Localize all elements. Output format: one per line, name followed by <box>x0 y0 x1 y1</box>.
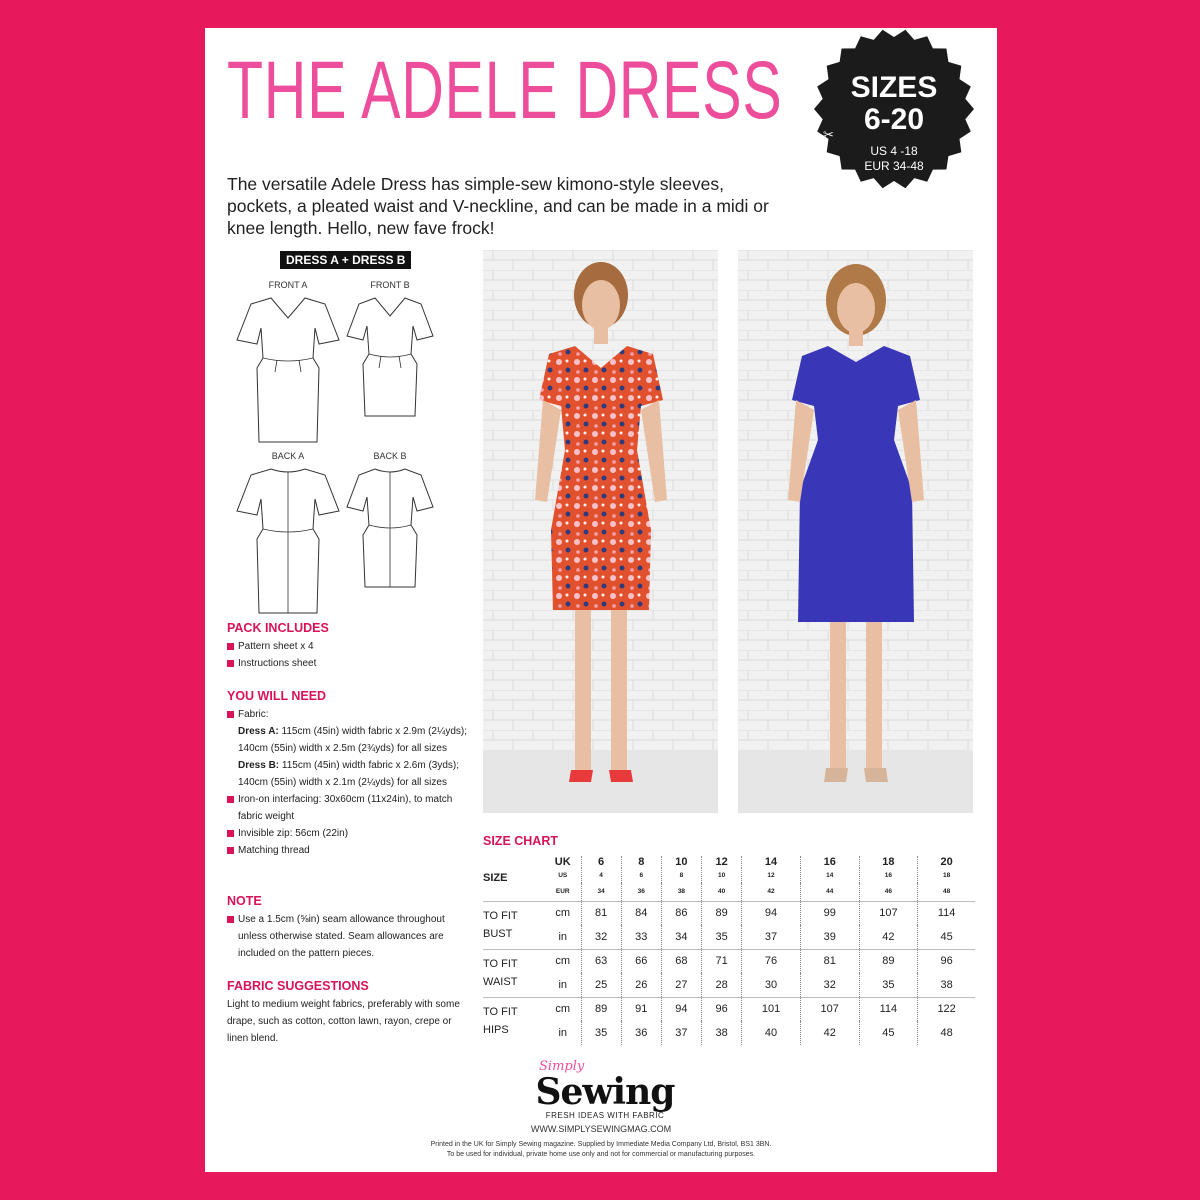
us-size: 12 <box>742 868 801 883</box>
unit-cm: cm <box>545 901 581 925</box>
fabric-suggestions-heading: FABRIC SUGGESTIONS <box>227 979 369 993</box>
pattern-envelope <box>205 28 997 1172</box>
dress-front-b-drawing <box>345 292 435 427</box>
pack-includes-list <box>227 638 467 672</box>
measure-cm: 96 <box>918 949 975 973</box>
badge-eur-sizes: EUR 34-48 <box>864 159 924 173</box>
dress-a-requirements: 115cm (45in) width fabric x 2.9m (2¼yds); 140cm (55in) width x 2.5m (2¾yds) for all sizes <box>238 726 467 754</box>
fine-print-line: To be used for individual, private home use only and not for commercial or manufacturing purposes. <box>446 1151 756 1158</box>
measure-cm: 89 <box>581 997 621 1021</box>
you-will-need-list <box>227 706 467 859</box>
table-row <box>483 901 975 925</box>
us-size: 14 <box>800 868 859 883</box>
measure-label-line: WAIST <box>483 976 518 988</box>
measure-in: 38 <box>918 973 975 997</box>
measure-cm: 96 <box>702 997 742 1021</box>
measure-in: 40 <box>742 1021 801 1045</box>
fine-print <box>205 1140 997 1160</box>
simply-sewing-logo <box>525 1060 685 1120</box>
measure-in: 33 <box>621 925 661 949</box>
page-title: THE ADELE DRESS <box>227 45 783 136</box>
measure-in: 34 <box>661 925 701 949</box>
model-photo-dress-b <box>738 250 973 813</box>
measure-label-line: TO FIT <box>483 1006 518 1019</box>
size-chart-heading: SIZE CHART <box>483 834 558 848</box>
measure-cm: 71 <box>702 949 742 973</box>
table-row <box>483 883 975 901</box>
dress-b-label: Dress B: <box>238 760 280 771</box>
uk-size: 16 <box>800 856 859 868</box>
eur-size: 38 <box>661 883 701 901</box>
flat-caption: FRONT B <box>370 280 410 290</box>
fine-print-line: Printed in the UK for Simply Sewing magazine. Supplied by Immediate Media Company Ltd, Bristol, BS1 3BN. <box>430 1141 772 1148</box>
measure-cm: 89 <box>702 901 742 925</box>
fabric-suggestions-text: Light to medium weight fabrics, preferably with some drape, such as cotton, cotton lawn, rayon, crepe or linen blend. <box>227 999 460 1044</box>
measure-cm: 122 <box>918 997 975 1021</box>
list-subitem-dress-b <box>227 757 467 791</box>
unit-in: in <box>558 978 568 991</box>
badge-size-range: 6-20 <box>863 103 925 136</box>
flat-front-b <box>345 280 435 425</box>
flat-back-a <box>233 451 343 621</box>
list-subitem-dress-a <box>227 723 467 757</box>
measure-label <box>483 901 545 949</box>
measure-in: 45 <box>859 1021 918 1045</box>
measure-label-line: BUST <box>483 928 513 940</box>
measure-in: 42 <box>800 1021 859 1045</box>
list-item: Matching thread <box>227 842 467 859</box>
uk-label: UK <box>554 856 571 868</box>
flat-back-b <box>345 451 435 596</box>
measure-label-line: HIPS <box>483 1024 509 1037</box>
eur-size: 36 <box>621 883 661 901</box>
measure-cm: 63 <box>581 949 621 973</box>
us-size: 4 <box>581 868 621 883</box>
you-will-need-heading: YOU WILL NEED <box>227 689 327 703</box>
sizes-badge <box>809 24 979 194</box>
dress-back-a-drawing <box>233 463 343 623</box>
badge-us-sizes: US 4 -18 <box>870 144 918 158</box>
measure-label <box>483 997 545 1045</box>
unit-cm: cm <box>545 949 581 973</box>
eur-size: 48 <box>918 883 975 901</box>
note-heading: NOTE <box>227 894 262 908</box>
measure-cm: 94 <box>661 997 701 1021</box>
diagram-label: DRESS A + DRESS B <box>280 251 411 269</box>
measure-in: 27 <box>661 973 701 997</box>
measure-in: 28 <box>702 973 742 997</box>
uk-size: 20 <box>918 856 975 868</box>
dress-a-illustration <box>483 250 718 813</box>
eur-size: 46 <box>859 883 918 901</box>
table-row <box>483 1021 975 1045</box>
table-row <box>483 973 975 997</box>
size-label: SIZE <box>483 872 508 885</box>
list-item: Pattern sheet x 4 <box>227 638 467 655</box>
measure-cm: 101 <box>742 997 801 1021</box>
measure-cm: 81 <box>800 949 859 973</box>
measure-label <box>483 949 545 997</box>
measure-in: 35 <box>581 1021 621 1045</box>
eur-size: 42 <box>742 883 801 901</box>
dress-b-requirements: 115cm (45in) width fabric x 2.6m (3yds); 140cm (55in) width x 2.1m (2¼yds) for all sizes <box>238 760 460 788</box>
measure-cm: 107 <box>859 901 918 925</box>
table-row <box>483 868 975 883</box>
measure-in: 37 <box>661 1021 701 1045</box>
badge-sizes-label: SIZES <box>850 71 938 104</box>
measure-in: 35 <box>702 925 742 949</box>
measure-in: 32 <box>581 925 621 949</box>
eur-size: 40 <box>702 883 742 901</box>
measure-cm: 114 <box>859 997 918 1021</box>
note-list <box>227 911 467 962</box>
table-row <box>483 997 975 1021</box>
measure-cm: 91 <box>621 997 661 1021</box>
measure-in: 32 <box>800 973 859 997</box>
model-photo-dress-a <box>483 250 718 813</box>
measure-in: 42 <box>859 925 918 949</box>
eur-size: 34 <box>581 883 621 901</box>
intro-text: The versatile Adele Dress has simple-sew kimono-style sleeves, pockets, a pleated waist and V-neckline, and can be made in a midi or knee length. Hello, new fave frock! <box>227 174 769 238</box>
uk-size: 18 <box>859 856 918 868</box>
flat-caption: BACK B <box>373 451 407 461</box>
logo-sewing: Sewing <box>535 1071 675 1113</box>
dress-back-b-drawing <box>345 463 435 598</box>
dress-front-a-drawing <box>233 292 343 452</box>
list-item: Fabric: <box>227 706 467 723</box>
measure-in: 30 <box>742 973 801 997</box>
list-item: Iron-on interfacing: 30x60cm (11x24in), to match fabric weight <box>227 791 467 825</box>
table-row <box>483 949 975 973</box>
unit-in: in <box>558 1027 568 1039</box>
measure-cm: 114 <box>918 901 975 925</box>
table-row <box>483 856 975 868</box>
table-row <box>483 925 975 949</box>
measure-cm: 89 <box>859 949 918 973</box>
logo-simply: Simply <box>539 1059 585 1074</box>
measure-cm: 76 <box>742 949 801 973</box>
us-size: 10 <box>702 868 742 883</box>
measure-cm: 94 <box>742 901 801 925</box>
measure-cm: 84 <box>621 901 661 925</box>
measure-cm: 99 <box>800 901 859 925</box>
flat-caption: BACK A <box>271 451 305 461</box>
uk-size: 14 <box>742 856 801 868</box>
measure-in: 38 <box>702 1021 742 1045</box>
unit-cm: cm <box>545 997 581 1021</box>
measure-in: 36 <box>621 1021 661 1045</box>
uk-size: 12 <box>702 856 742 868</box>
pack-includes-heading: PACK INCLUDES <box>227 621 329 635</box>
list-item: Instructions sheet <box>227 655 467 672</box>
logo-tagline: FRESH IDEAS WITH FABRIC <box>545 1111 665 1120</box>
website-url[interactable]: WWW.SIMPLYSEWINGMAG.COM <box>530 1124 672 1134</box>
uk-size: 8 <box>621 856 661 868</box>
us-size: 6 <box>621 868 661 883</box>
scissors-icon: ✂ <box>823 127 834 142</box>
us-size: 18 <box>918 868 975 883</box>
us-label: US <box>558 872 568 879</box>
measure-in: 39 <box>800 925 859 949</box>
measure-in: 37 <box>742 925 801 949</box>
uk-size: 6 <box>581 856 621 868</box>
dress-a-label: Dress A: <box>238 726 279 737</box>
measure-label-line: TO FIT <box>483 910 518 922</box>
measure-cm: 68 <box>661 949 701 973</box>
flat-front-a <box>233 280 343 450</box>
flat-caption: FRONT A <box>268 280 308 290</box>
measure-cm: 86 <box>661 901 701 925</box>
measure-in: 25 <box>581 973 621 997</box>
measure-in: 26 <box>621 973 661 997</box>
size-chart-table <box>483 856 975 1045</box>
uk-size: 10 <box>661 856 701 868</box>
measure-cm: 66 <box>621 949 661 973</box>
unit-in: in <box>558 930 568 943</box>
eur-size: 44 <box>800 883 859 901</box>
measure-cm: 107 <box>800 997 859 1021</box>
us-size: 16 <box>859 868 918 883</box>
measure-label-line: TO FIT <box>483 958 518 970</box>
eur-label: EUR <box>555 888 570 896</box>
us-size: 8 <box>661 868 701 883</box>
measure-in: 45 <box>918 925 975 949</box>
dress-b-illustration <box>738 250 973 813</box>
measure-in: 48 <box>918 1021 975 1045</box>
list-item: Use a 1.5cm (⅝in) seam allowance throughout unless otherwise stated. Seam allowances are included on the pattern pieces. <box>227 911 467 962</box>
measure-in: 35 <box>859 973 918 997</box>
list-item: Invisible zip: 56cm (22in) <box>227 825 467 842</box>
measure-cm: 81 <box>581 901 621 925</box>
